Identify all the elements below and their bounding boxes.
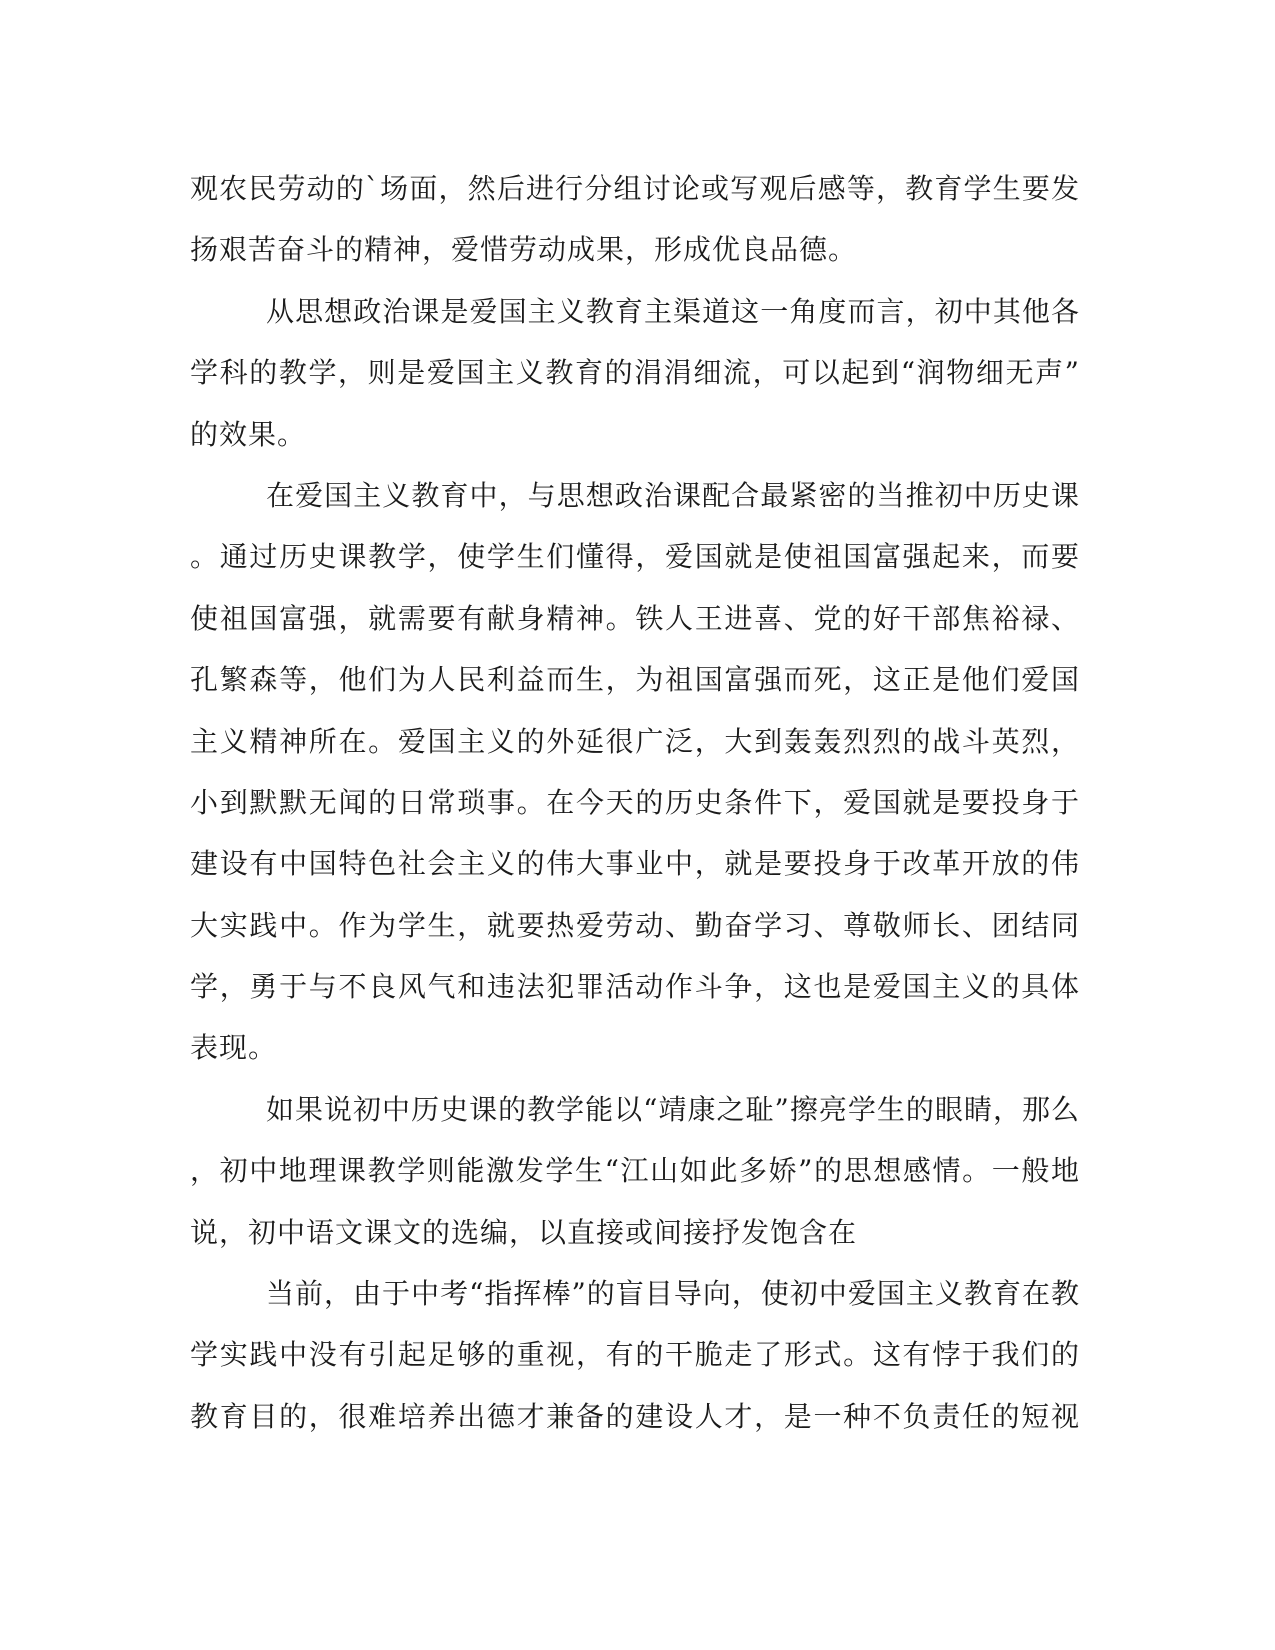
text-line: 当前，由于中考“指挥棒”的盲目导向，使初中爱国主义教育在教 [266, 1277, 1080, 1311]
text-line: 扬艰苦奋斗的精神，爱惜劳动成果，形成优良品德。 [190, 233, 858, 267]
text-line: 建设有中国特色社会主义的伟大事业中，就是要投身于改革开放的伟 [190, 847, 1080, 881]
text-line: 表现。 [190, 1031, 278, 1065]
text-line: 从思想政治课是爱国主义教育主渠道这一角度而言，初中其他各 [266, 294, 1080, 328]
text-line: 大实践中。作为学生，就要热爱劳动、勤奋学习、尊敬师长、团结同 [190, 908, 1080, 942]
document-body [190, 158, 1080, 1447]
text-line: 孔繁森等，他们为人民利益而生，为祖国富强而死，这正是他们爱国 [190, 663, 1080, 697]
text-line: 教育目的，很难培养出德才兼备的建设人才，是一种不负责任的短视 [190, 1399, 1080, 1433]
text-line: 观农民劳动的`场面，然后进行分组讨论或写观后感等，教育学生要发 [190, 172, 1080, 205]
text-line: 在爱国主义教育中，与思想政治课配合最紧密的当推初中历史课 [266, 478, 1080, 512]
text-line: ，初中地理课教学则能激发学生“江山如此多娇”的思想感情。一般地 [190, 1154, 1080, 1188]
text-line: 如果说初中历史课的教学能以“靖康之耻”擦亮学生的眼睛，那么 [266, 1092, 1080, 1126]
text-line: 说，初中语文课文的选编，以直接或间接抒发饱含在 [190, 1215, 858, 1249]
text-line: 主义精神所在。爱国主义的外延很广泛，大到轰轰烈烈的战斗英烈， [190, 724, 1080, 758]
text-line: 小到默默无闻的日常琐事。在今天的历史条件下，爱国就是要投身于 [190, 785, 1080, 819]
text-line: 。通过历史课教学，使学生们懂得，爱国就是使祖国富强起来，而要 [190, 540, 1080, 574]
text-line: 学科的教学，则是爱国主义教育的涓涓细流，可以起到“润物细无声” [190, 356, 1080, 390]
text-line: 的效果。 [190, 417, 307, 451]
text-line: 学，勇于与不良风气和违法犯罪活动作斗争，这也是爱国主义的具体 [190, 970, 1080, 1004]
text-line: 使祖国富强，就需要有献身精神。铁人王进喜、党的好干部焦裕禄、 [190, 601, 1080, 635]
text-line: 学实践中没有引起足够的重视，有的干脆走了形式。这有悖于我们的 [190, 1338, 1080, 1372]
